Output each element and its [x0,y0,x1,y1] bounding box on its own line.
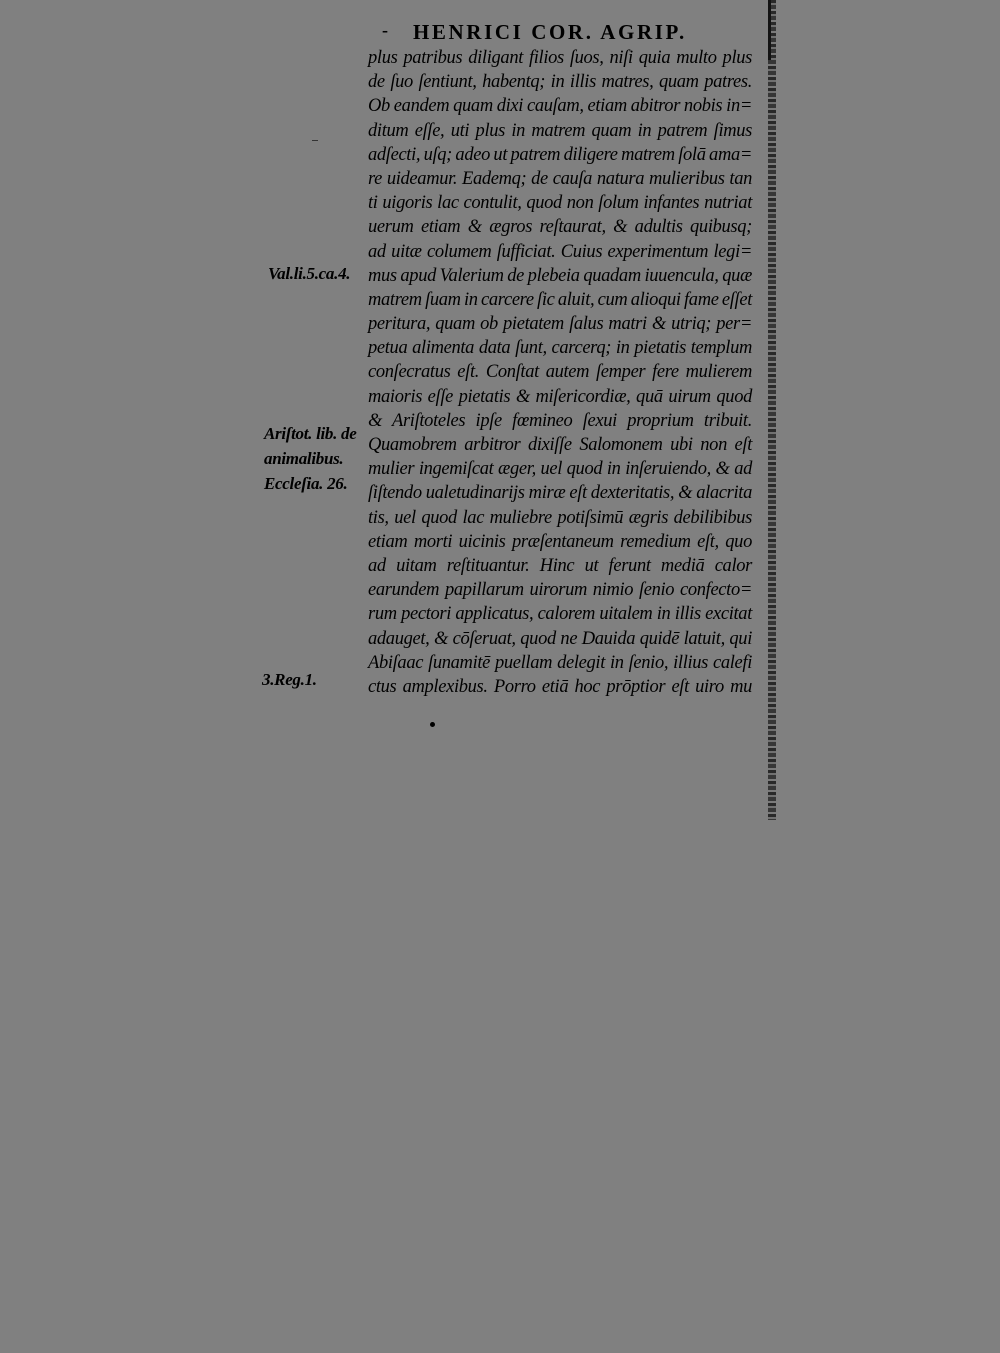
body-line: petua alimenta data ſunt, carcerq; in pietatis templum [368,338,752,359]
body-line: re uideamur. Eademq; de cauſa natura mulieribus tan [368,168,752,189]
body-line: mulier ingemiſcat æger, uel quod in inſeruiendo, & ad [368,459,752,480]
body-line: ti uigoris lac contulit, quod non ſolum infantes nutriat [368,193,752,214]
running-head-title: HENRICI COR. AGRIP. [413,20,687,44]
body-line: plus patribus diligant filios ſuos, niſi quia multo plus [368,48,752,68]
body-line: uerum etiam & ægros reſtaurat, & adultis quibusq; [368,217,752,238]
body-text-block [368,46,752,699]
body-line: ctus amplexibus. Porro etiā hoc prōptior eſt uiro mu [368,676,752,697]
body-line: ſiſtendo ualetudinarijs miræ eſt dexteritatis, & alacrita [368,483,752,504]
body-line: Ob eandem quam dixi cauſam, etiam abitror nobis in= [368,96,752,117]
stray-ink-dot [430,722,435,727]
body-line: maioris eſſe pietatis & miſericordiæ, quā uirum quod [368,386,752,407]
body-line: etiam morti uicinis præſentaneum remedium eſt, quo [368,531,752,552]
body-line: adſecti, uſq; adeo ut patrem diligere matrem ſolā ama= [368,144,752,165]
body-line: rum pectori applicatus, calorem uitalem in illis excitat [368,604,752,625]
body-line: peritura, quam ob pietatem ſalus matri & utriq; per= [368,314,752,335]
body-line: conſecratus eſt. Conſtat autem ſemper fere mulierem [368,362,752,383]
body-line: Abiſaac ſunamitē puellam delegit in ſenio, illius calefi [368,652,752,673]
body-line: ditum eſſe, uti plus in matrem quam in patrem ſimus [368,120,752,141]
margin-note-valerius: Val.li.5.ca.4. [268,264,351,283]
body-line: earundem papillarum uirorum nimio ſenio confecto= [368,580,752,601]
margin-note-aristotle: Ariſtot. lib. de [264,424,357,443]
running-head-mark: - [382,20,388,40]
margin-note-ecclesia: Eccleſia. 26. [264,474,348,493]
body-line: de ſuo ſentiunt, habentq; in illis matres, quam patres. [368,72,752,93]
body-line: adauget, & cōſeruat, quod ne Dauida quidē latuit, qui [368,628,752,649]
body-line: ad uitæ columem ſufficiat. Cuius experimentum legi= [368,241,752,262]
body-line: tis, uel quod lac muliebre potiſsimū ægris debilibibus [368,507,752,528]
body-line: mus apud Valerium de plebeia quadam iuuencula, quæ [368,265,752,286]
body-line: matrem ſuam in carcere ſic aluit, cum alioqui fame eſſet [368,289,752,310]
page-gutter-edge [768,0,776,820]
body-line: ad uitam reſtituantur. Hinc ut ferunt mediā calor [368,555,752,576]
body-line: Quamobrem arbitror dixiſſe Salomonem ubi non eſt [368,435,752,455]
stray-ink-mark [312,140,318,141]
margin-note-aristotle-cont: animalibus. [264,449,344,468]
body-line: & Ariſtoteles ipſe fœmineo ſexui proprium tribuit. [368,410,752,431]
margin-note-regum: 3.Reg.1. [262,670,317,689]
